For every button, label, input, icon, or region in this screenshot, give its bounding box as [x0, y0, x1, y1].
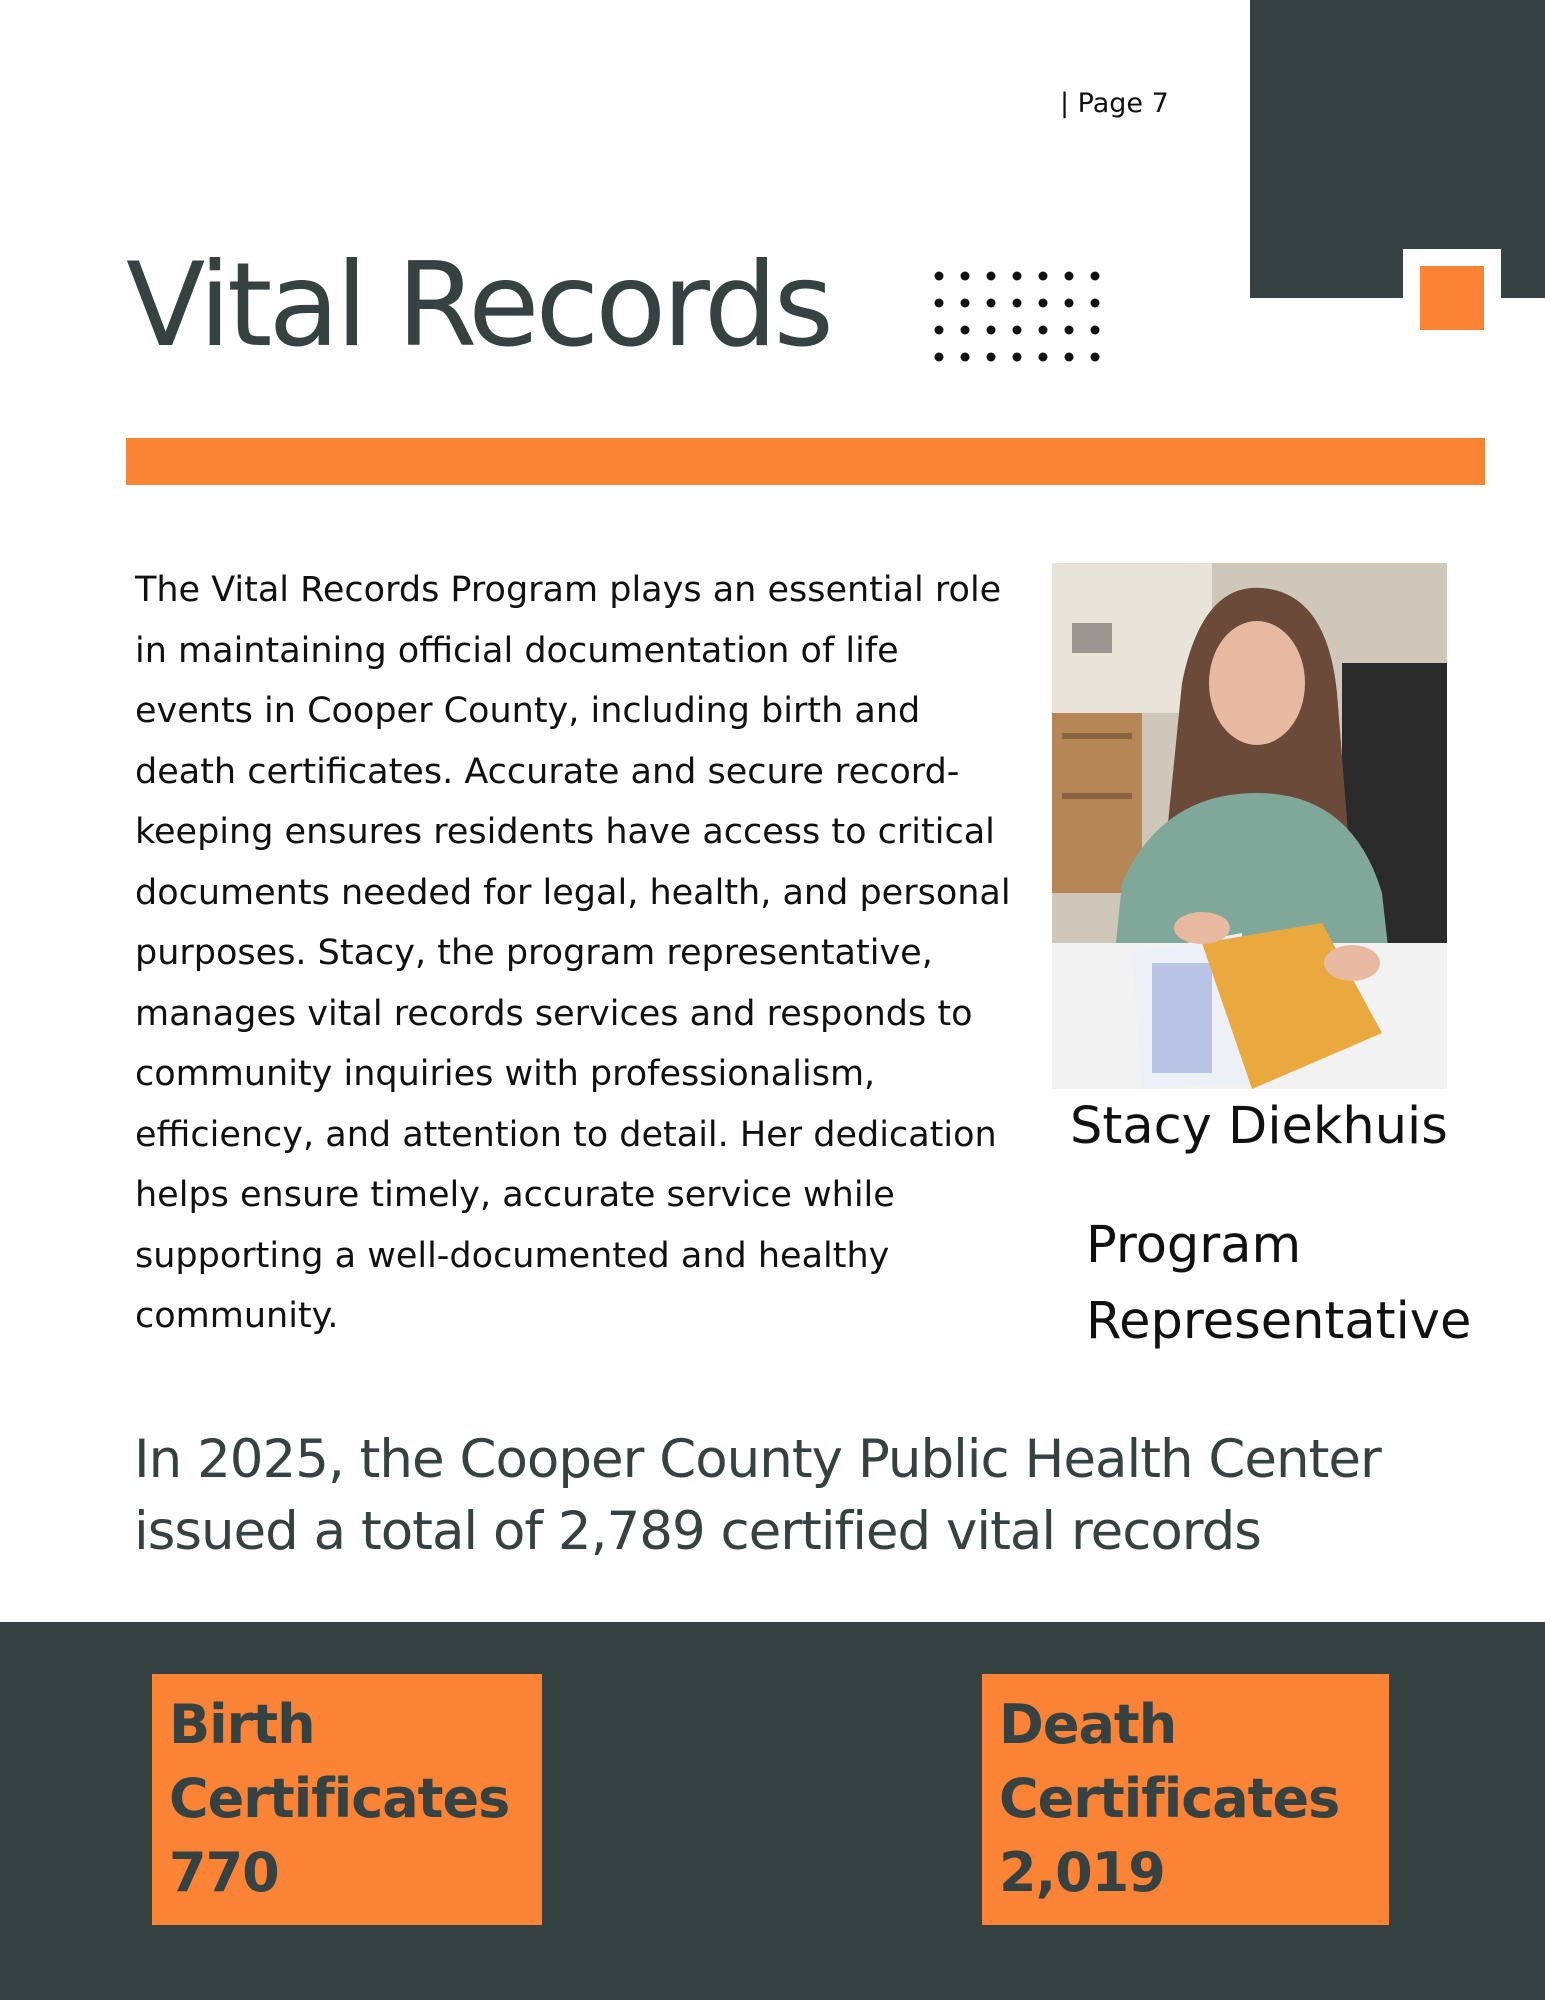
stat-label-line1: Death — [999, 1693, 1177, 1756]
dot — [1013, 272, 1022, 281]
dot — [1039, 326, 1048, 335]
dot — [961, 326, 970, 335]
dot — [1039, 272, 1048, 281]
page-title: Vital Records — [126, 238, 830, 373]
death-certificates-stat — [982, 1674, 1389, 1925]
staff-photo — [1052, 563, 1447, 1089]
stat-value: 2,019 — [999, 1841, 1165, 1904]
dot — [935, 272, 944, 281]
dot — [1065, 299, 1074, 308]
dot — [1091, 353, 1100, 362]
dot — [1013, 326, 1022, 335]
dot — [1013, 299, 1022, 308]
dot — [935, 326, 944, 335]
dot-grid-decoration — [933, 270, 1103, 370]
dot — [987, 326, 996, 335]
dot — [1065, 353, 1074, 362]
staff-name: Stacy Diekhuis — [1070, 1097, 1448, 1156]
dot — [987, 272, 996, 281]
dot — [1091, 326, 1100, 335]
stat-label-line2: Certificates — [999, 1767, 1340, 1830]
dot — [961, 299, 970, 308]
program-description: The Vital Records Program plays an essential role in maintaining official documentation of life events in Cooper County, including birth and death certificates. Accurate and secure record-keeping ensures residents have access to critical documents needed for legal, health, and personal purposes. Stacy, the program representative, manages vital records services and responds to community inquiries with professionalism, efficiency, and attention to detail. Her dedication helps ensure timely, accurate service while supporting a well-documented and healthy community. — [135, 570, 1011, 1336]
dot — [961, 272, 970, 281]
dot — [1065, 326, 1074, 335]
stat-value: 770 — [169, 1841, 279, 1904]
staff-role: Program Representative — [1086, 1216, 1472, 1351]
dot — [1065, 272, 1074, 281]
dot — [987, 299, 996, 308]
corner-orange-square — [1420, 266, 1484, 330]
dot — [1091, 299, 1100, 308]
stat-label-line1: Birth — [169, 1693, 315, 1756]
dot — [935, 299, 944, 308]
dot — [961, 353, 970, 362]
dot — [1091, 272, 1100, 281]
dot — [1039, 299, 1048, 308]
dot — [987, 353, 996, 362]
stat-label-line2: Certificates — [169, 1767, 510, 1830]
dot — [935, 353, 944, 362]
birth-certificates-stat — [152, 1674, 542, 1925]
orange-divider-bar — [126, 438, 1485, 485]
page-number: | Page 7 — [1060, 88, 1169, 119]
dot — [1013, 353, 1022, 362]
annual-summary: In 2025, the Cooper County Public Health Center issued a total of 2,789 certified vital records — [134, 1429, 1381, 1562]
dot — [1039, 353, 1048, 362]
